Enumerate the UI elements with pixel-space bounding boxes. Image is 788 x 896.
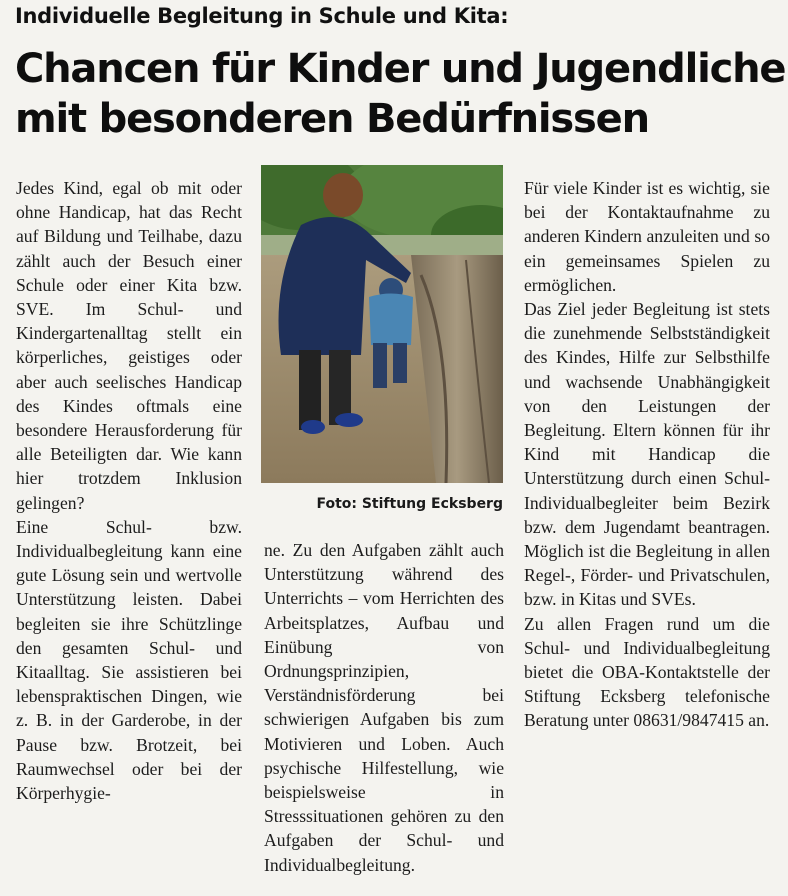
photo-caption: Foto: Stiftung Ecksberg	[316, 496, 503, 512]
text-column-1	[16, 176, 242, 805]
paragraph-goal: Das Ziel jeder Begleitung ist stets die zunehmende Selbstständigkeit des Kindes, Hilfe zur Selbsthilfe und wachsende Unabhängigkeit von den Leistungen der Begleitung. Eltern können für ihr Kind mit Handicap die Unterstützung durch einen Schul-Individualbegleiter beim Bezirk bzw. dem Jugendamt beantragen. Möglich ist die Begleitung in allen Regel-, Förder- und Privatschulen, bzw. in Kitas und SVEs.	[524, 299, 770, 610]
article-kicker: Individuelle Begleitung in Schule und Kita:	[15, 4, 509, 28]
text-column-3	[524, 176, 770, 733]
paragraph-contact-support: Für viele Kinder ist es wichtig, sie bei der Kontaktaufnahme zu anderen Kindern anzuleiten und so ein gemeinsames Spielen zu ermöglichen.	[524, 178, 770, 295]
paragraph-consultation: Zu allen Fragen rund um die Schul- und Individualbegleitung bietet die OBA-Kontaktstelle der Stiftung Ecksberg telefonische Beratung unter 08631/9847415 an.	[524, 613, 770, 731]
text-column-2	[264, 538, 504, 877]
paragraph-intro: Jedes Kind, egal ob mit oder ohne Handicap, hat das Recht auf Bildung und Teilhabe, dazu zählt auch der Besuch einer Schule oder einer Kita bzw. SVE. Im Schul- und Kindergartenalltag stellt ein körperliches, geistiges oder aber auch seelisches Handicap des Kindes oftmals eine besondere Herausforderung für alle Beteiligten dar. Wie kann hier trotzdem Inklusion gelingen?	[16, 178, 242, 513]
paragraph-tasks: ne. Zu den Aufgaben zählt auch Unterstützung während des Unterrichts – vom Herrichten des Arbeitsplatzes, Aufbau und Einübung von Ordnungsprinzipien, Verständnisförderung bei schwierigen Aufgaben bis zum Motivieren und Loben. Auch psychische Hilfestellung, wie beispielsweise in Stresssituationen gehören zu den Aufgaben der Schul- und Individualbegleitung.	[264, 540, 504, 875]
article-photo	[261, 165, 503, 483]
headline-line-1: Chancen für Kinder und Jugendliche	[15, 46, 786, 92]
paragraph-individual-support: Eine Schul- bzw. Individualbegleitung kann eine gute Lösung sein und wertvolle Unterstützung leisten. Dabei begleiten sie ihre Schützlinge den gesamten Schul- und Kitaalltag. Sie assistieren bei lebenspraktischen Dingen, wie z. B. in der Garderobe, in der Pause bzw. Brotzeit, bei Raumwechsel oder bei der Körperhygie-	[16, 516, 242, 804]
headline-line-2: mit besonderen Bedürfnissen	[15, 96, 649, 142]
article-headline	[15, 44, 786, 144]
